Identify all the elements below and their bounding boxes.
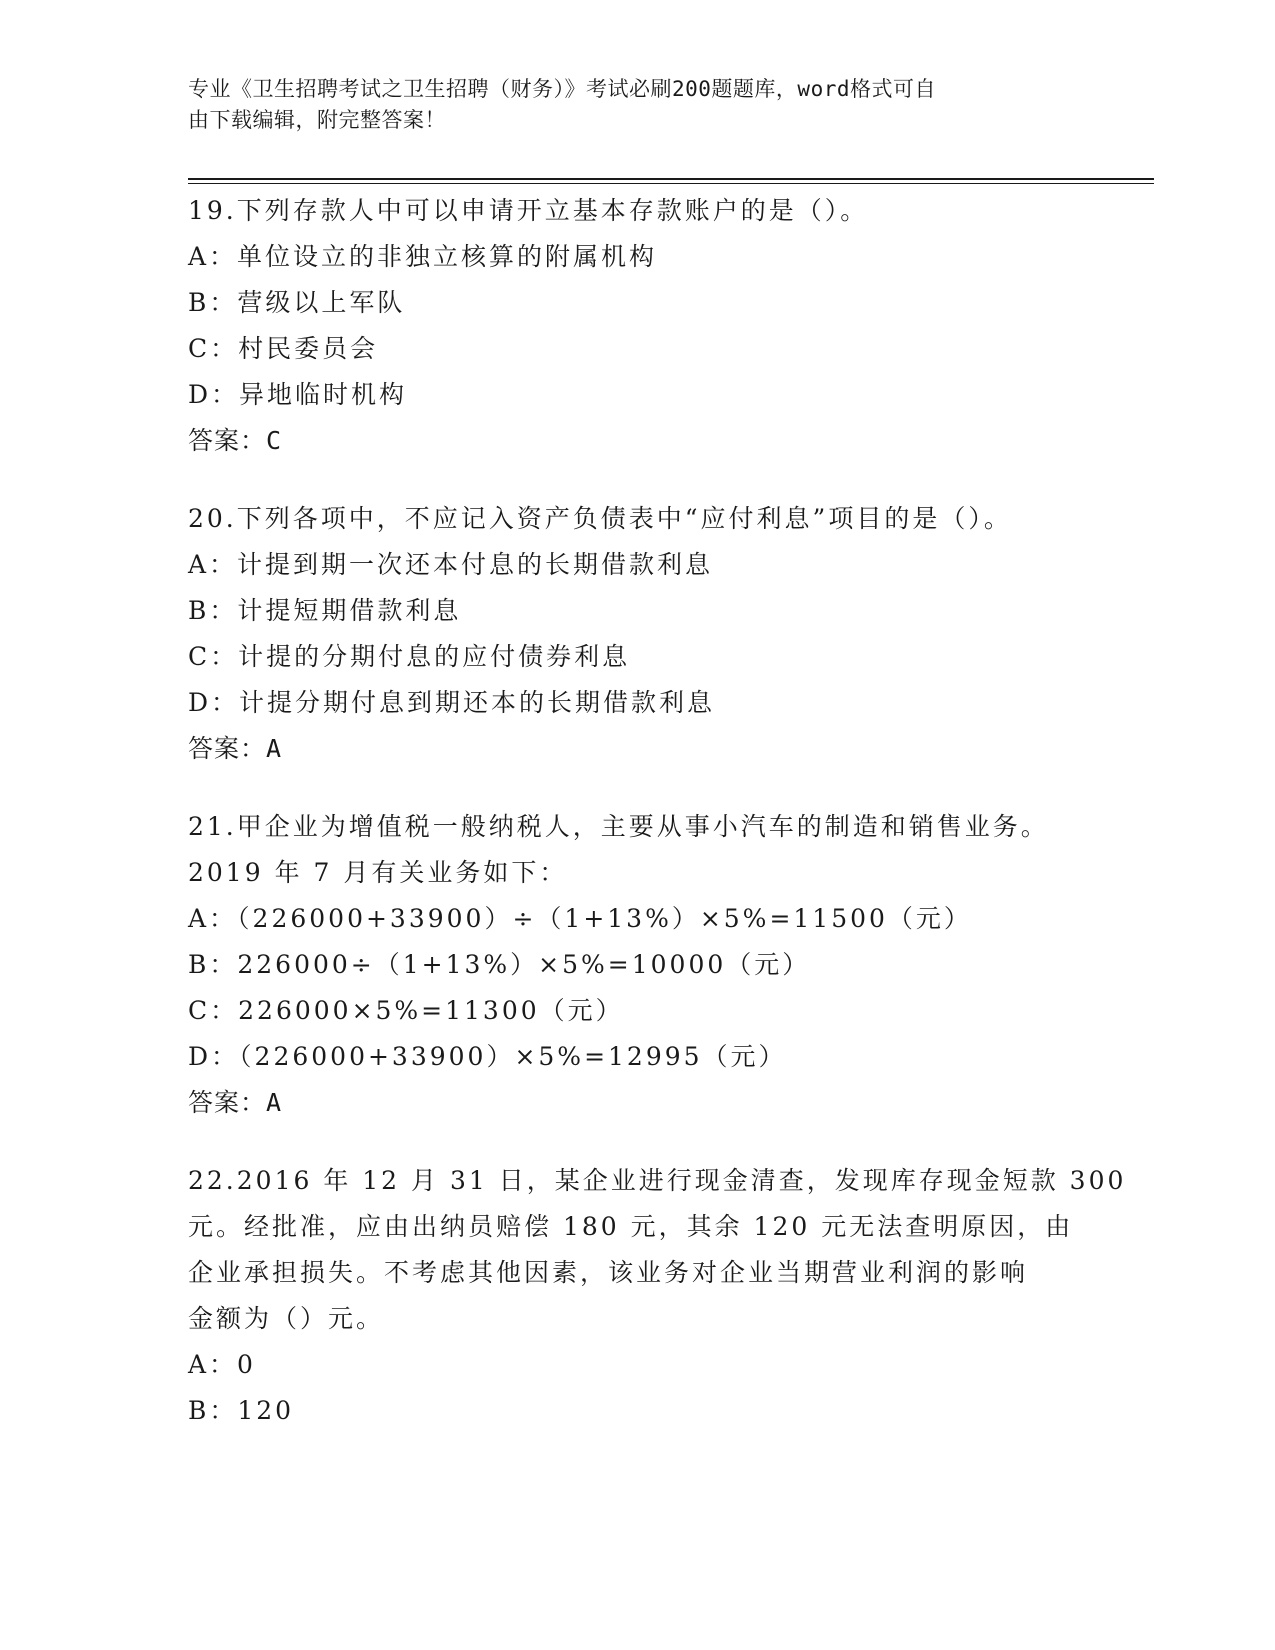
answer-line: 答案：A xyxy=(188,1088,283,1117)
option-d: D：异地临时机构 xyxy=(188,380,408,409)
stem-line: 2019 年 7 月有关业务如下： xyxy=(188,858,568,887)
question-stem xyxy=(188,1158,1127,1342)
option-b: B：120 xyxy=(188,1396,295,1425)
question-21 xyxy=(188,804,1088,1126)
question-22 xyxy=(188,1158,1127,1434)
option-d: D：（226000+33900）×5%=12995（元） xyxy=(188,1042,787,1071)
question-stem xyxy=(188,188,1068,234)
option-a: A：（226000+33900）÷（1+13%）×5%=11500（元） xyxy=(188,904,972,933)
option-d: D：计提分期付息到期还本的长期借款利息 xyxy=(188,688,716,717)
document-header xyxy=(188,74,1068,136)
question-list xyxy=(188,188,1127,1466)
stem-line: 19.下列存款人中可以申请开立基本存款账户的是（）。 xyxy=(188,196,869,225)
option-b: B：226000÷（1+13%）×5%=10000（元） xyxy=(188,950,811,979)
stem-line: 20.下列各项中，不应记入资产负债表中“应付利息”项目的是（）。 xyxy=(188,504,1012,533)
option-a: A：单位设立的非独立核算的附属机构 xyxy=(188,242,658,271)
option-b: B：计提短期借款利息 xyxy=(188,596,462,625)
header-divider-thin xyxy=(188,183,1154,184)
stem-line: 金额为（）元。 xyxy=(188,1304,385,1333)
option-b: B：营级以上军队 xyxy=(188,288,406,317)
question-stem xyxy=(188,496,1068,542)
header-line-2: 由下载编辑，附完整答案！ xyxy=(188,108,446,132)
header-divider-thick xyxy=(188,178,1154,180)
header-line-1: 专业《卫生招聘考试之卫生招聘（财务）》考试必刷200题题库，word格式可自 xyxy=(188,77,936,101)
stem-line: 22.2016 年 12 月 31 日，某企业进行现金清查，发现库存现金短款 300 xyxy=(188,1166,1127,1195)
answer-line: 答案：C xyxy=(188,426,283,455)
question-19 xyxy=(188,188,1088,464)
question-20 xyxy=(188,496,1088,772)
stem-line: 元。经批准，应由出纳员赔偿 180 元，其余 120 元无法查明原因，由 xyxy=(188,1212,1074,1241)
question-stem xyxy=(188,804,1068,896)
stem-line: 21.甲企业为增值税一般纳税人，主要从事小汽车的制造和销售业务。 xyxy=(188,812,1049,841)
stem-line: 企业承担损失。不考虑其他因素，该业务对企业当期营业利润的影响 xyxy=(188,1258,1029,1287)
option-c: C：226000×5%=11300（元） xyxy=(188,996,624,1025)
option-c: C：村民委员会 xyxy=(188,334,379,363)
option-a: A：0 xyxy=(188,1350,256,1379)
option-a: A：计提到期一次还本付息的长期借款利息 xyxy=(188,550,714,579)
answer-line: 答案：A xyxy=(188,734,283,763)
option-c: C：计提的分期付息的应付债券利息 xyxy=(188,642,631,671)
